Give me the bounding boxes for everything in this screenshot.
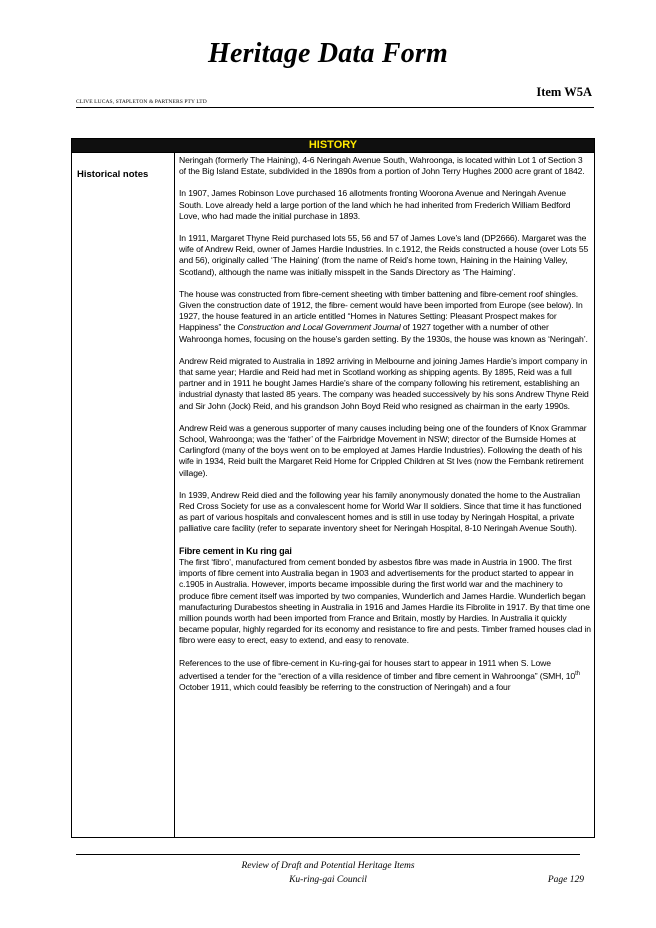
- firm-name: CLIVE LUCAS, STAPLETON & PARTNERS PTY LTD: [76, 99, 207, 105]
- history-table: [71, 138, 595, 838]
- page-number: Page 129: [547, 875, 584, 885]
- paragraph: [179, 658, 591, 693]
- historical-notes-label: Historical notes: [72, 153, 175, 838]
- footer-rule: [76, 854, 580, 855]
- paragraph: In 1911, Margaret Thyne Reid purchased lots 55, 56 and 57 of James Love’s land (DP2666). Margaret was the wife of Andrew Reid, owner of James Hardie Industries. In c.1912, the Reids constructed a house (over Lots 55 and 56), originally called ‘The Haining’ (from the name of Reid’s home town, Haining in the Haining Valley, Scotland), although the name was initially misspelt in the Sands Directory as ‘The Haiming’.: [179, 233, 589, 277]
- page-title: Heritage Data Form: [207, 38, 449, 69]
- journal-title: Construction and Local Government Journal: [237, 322, 401, 333]
- paragraph: [179, 289, 591, 345]
- subheading: Fibre cement in Ku ring gai: [179, 545, 292, 556]
- historical-notes-row: [72, 153, 594, 838]
- paragraph-text: October 1911, which could feasibly be referring to the construction of Neringah) and a four: [179, 681, 511, 692]
- item-id: Item W5A: [536, 85, 592, 99]
- paragraph: Andrew Reid migrated to Australia in 1892 arriving in Melbourne and joining James Hardie’s import company in that same year; Hardie and Reid had met in Scotland working as shipping agents. By 1895, Reid was a full partner and in 1911 he bought James Hardie’s share of the company following his retirement, establishing an industrial dynasty that lasted 85 years. The company was headed successively by his sons Andrew Thyne Reid and Sir John (Jock) Reid, and his grandson John Boyd Reid who resigned as chairman in the early 1990s.: [179, 355, 589, 411]
- ordinal-suffix: th: [575, 670, 580, 677]
- header-rule: [76, 107, 594, 108]
- paragraph-text: The house was constructed from fibre-cement sheeting with timber battening and fibre-cement roof shingles. Given the construction date of 1912, the fibre- cement would have been imported from Europe (see below). In 1927, the house featured in an article entitled “Homes in Natures Setting: Pleasant Prospect makes for Happiness” the: [179, 288, 583, 333]
- paragraph: Neringah (formerly The Haining), 4-6 Neringah Avenue South, Wahroonga, is located within Lot 1 of Section 3 of the Big Island Estate, subdivided in the 1890s from a portion of John Terry Hughes 2000 acre grant of 1842.: [179, 155, 585, 177]
- paragraph-text: of 1927 together with a number of other Wahroonga homes, focusing on the house’s garden setting. By the 1930s, the house was known as ‘Neringah’.: [179, 322, 588, 344]
- paragraph: In 1907, James Robinson Love purchased 16 allotments fronting Woorona Avenue and Neringah Avenue South. Love already held a large portion of the land which he had inherited from Frederich William Bedford Love, who had made the initial purchase in 1893.: [179, 188, 571, 221]
- paragraph-text: The first ‘fibro’, manufactured from cement bonded by asbestos fibre was made in Austria in 1900. The first imports of fibre cement into Australia began in 1903 and advertisements for the product started to appear in c.1905 in Australia. However, imports became impossible during the first world war and the machinery to produce fibre cement itself was imported by two companies, Wunderlich and James Hardie. Wunderlich began manufacturing Durabestos sheeting in Australia in 1916 and James Hardie its Fibrolite in 1917. By that time one million pounds worth had been imported from France and Britain, mostly by Hardies. In Australia it quickly became popular, highly regarded for its economy and resistance to fire and pests. Timber framed houses clad in fibro were easy to erect, easy to extend, and easy to renovate.: [179, 556, 591, 646]
- footer-council: Ku-ring-gai Council: [289, 875, 367, 885]
- section-heading: HISTORY: [72, 139, 594, 153]
- paragraph: Andrew Reid was a generous supporter of many causes including being one of the founders of Knox Grammar School, Wahroonga; was the ‘father’ of the Fairbridge Movement in NSW; director of the Burnside Homes at Carlingford (many of the boys went on to be employed at James Hardie Industries). Following the death of his wife in 1934, Reid built the Margaret Reid Home for Crippled Children at St Ives (now the Fernbank retirement village).: [179, 422, 587, 478]
- paragraph-text: References to the use of fibre-cement in Ku-ring-gai for houses start to appear in 1911 when S. Lowe advertised a tender for the “erection of a villa residence of timber and fibre cement in Wahroonga” (SMH, 10: [179, 657, 576, 681]
- historical-notes-content: [175, 153, 594, 838]
- paragraph: In 1939, Andrew Reid died and the following year his family anonymously donated the home to the Australian Red Cross Society for use as a convalescent home for World War II soldiers. Since that time it has functioned as part of various hospitals and convalescent homes and is still in use today by Neringah Hospital, a private palliative care facility (refer to separate inventory sheet for Neringah Hospital, 8-10 Neringah Avenue South).: [179, 489, 582, 534]
- paragraph: [179, 546, 591, 647]
- footer-report-title: Review of Draft and Potential Heritage Items: [241, 861, 415, 871]
